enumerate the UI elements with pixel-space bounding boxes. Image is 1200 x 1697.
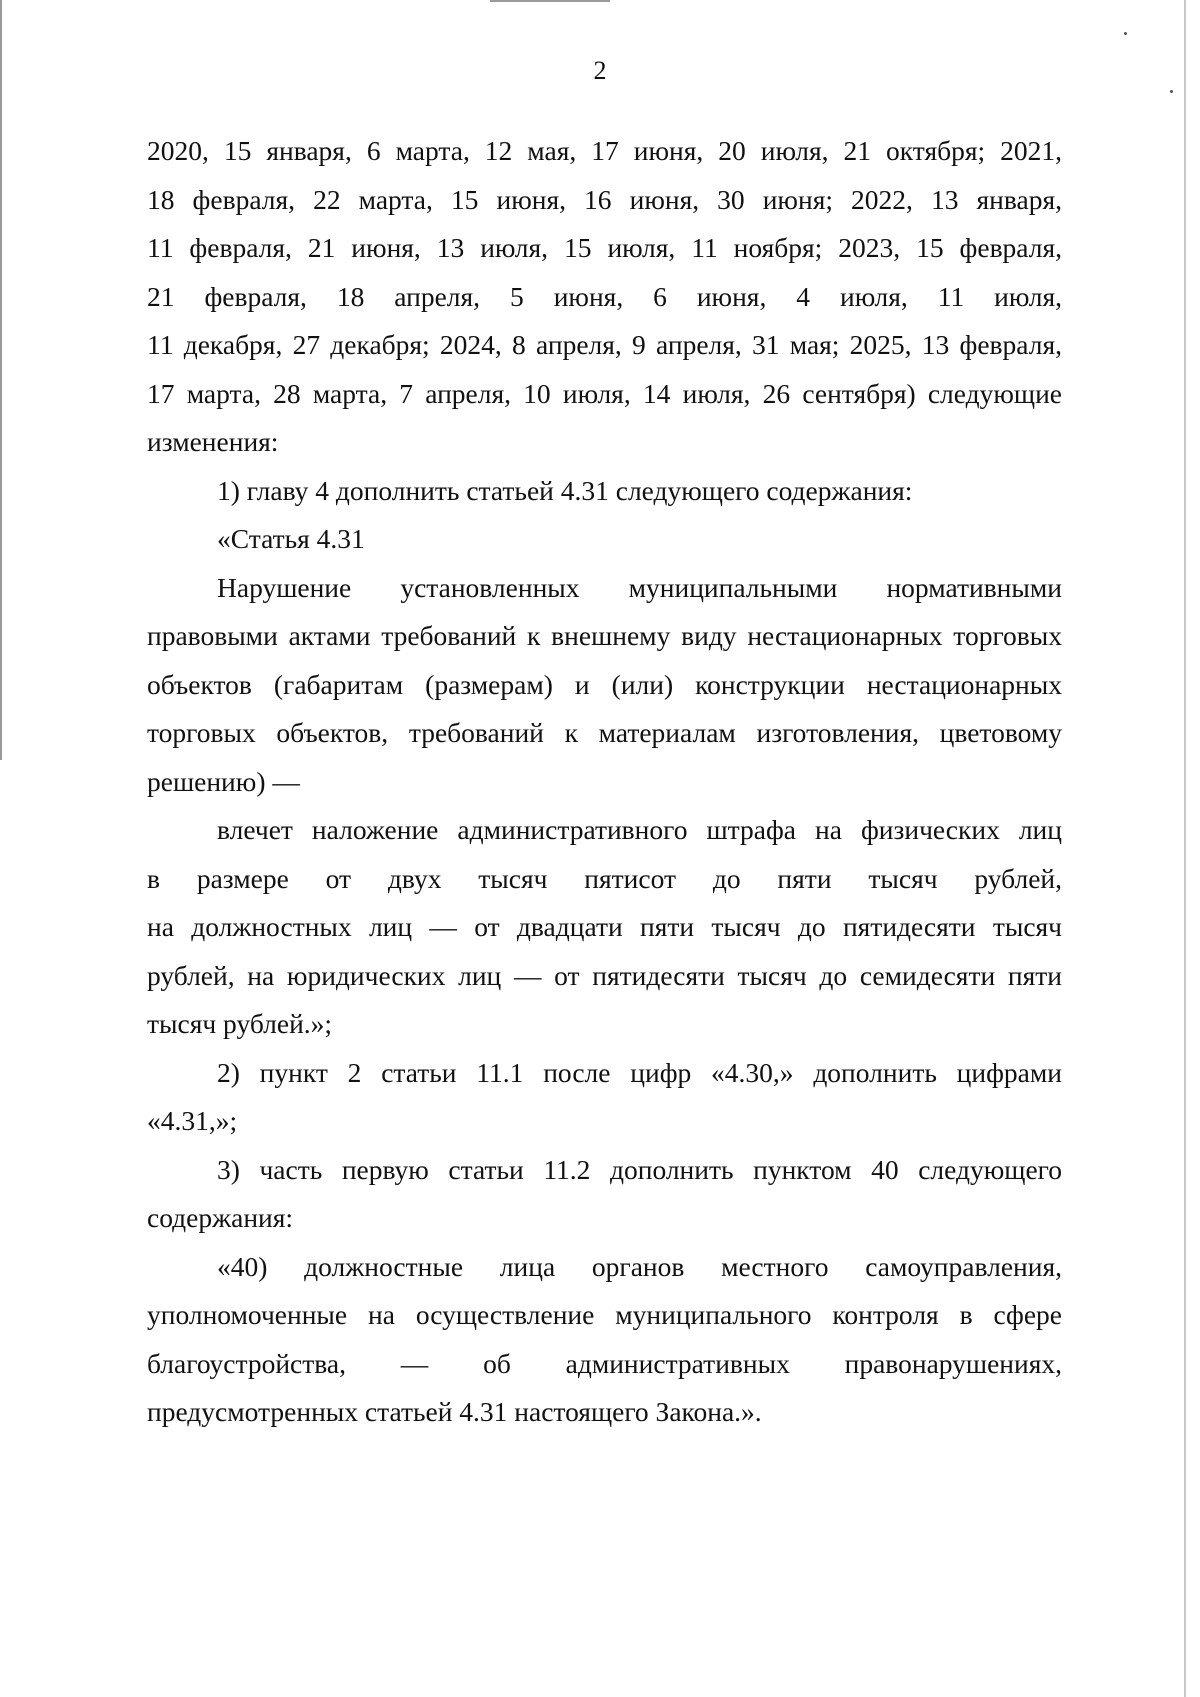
- text-line: предусмотренных статьей 4.31 настоящего Закона.».: [147, 1396, 762, 1427]
- point-40-paragraph: [147, 1243, 1062, 1437]
- text-line: 3) часть первую статьи 11.2 дополнить пунктом 40 следующего: [217, 1153, 1062, 1185]
- text-line: влечет наложение административного штрафа на физических лиц: [217, 814, 1062, 845]
- text-line: 17 марта, 28 марта, 7 апреля, 10 июля, 14 июля, 26 сентября) следующие: [147, 377, 1062, 409]
- article-heading: [147, 515, 1062, 564]
- text-line: благоустройства, — об административных правонарушениях,: [147, 1347, 1062, 1379]
- page-number: 2: [593, 56, 607, 85]
- text-line: торговых объектов, требований к материалам изготовления, цветовому: [147, 717, 1062, 748]
- scan-edge-left: [0, 0, 2, 760]
- scan-speck: [1124, 32, 1127, 35]
- text-line: 11 декабря, 27 декабря; 2024, 8 апреля, 9 апреля, 31 мая; 2025, 13 февраля,: [147, 329, 1062, 360]
- article-sanction: [147, 806, 1062, 1049]
- text-line: 2020, 15 января, 6 марта, 12 мая, 17 июня, 20 июля, 21 октября; 2021,: [147, 135, 1062, 166]
- text-line: 11 февраля, 21 июня, 13 июля, 15 июля, 11 ноября; 2023, 15 февраля,: [147, 232, 1062, 263]
- text-line: тысяч рублей.»;: [147, 1008, 333, 1039]
- text-line: «4.31,»;: [147, 1105, 238, 1136]
- text-line: правовыми актами требований к внешнему виду нестационарных торговых: [147, 620, 1062, 651]
- text-line: 1) главу 4 дополнить статьей 4.31 следующего содержания:: [217, 474, 913, 506]
- text-line: объектов (габаритам (размерам) и (или) конструкции нестационарных: [147, 668, 1062, 700]
- item-2-paragraph: [147, 1049, 1062, 1146]
- text-line: на должностных лиц — от двадцати пяти тысяч до пятидесяти тысяч: [147, 911, 1062, 942]
- text-line: уполномоченные на осуществление муниципального контроля в сфере: [147, 1299, 1062, 1330]
- text-line: решению) —: [147, 765, 300, 797]
- text-line: 2) пункт 2 статьи 11.1 после цифр «4.30,» дополнить цифрами: [217, 1056, 1062, 1088]
- text-line: изменения:: [147, 426, 279, 457]
- scan-edge-right: [1184, 0, 1186, 1697]
- text-line: 18 февраля, 22 марта, 15 июня, 16 июня, 30 июня; 2022, 13 января,: [147, 183, 1062, 215]
- item-1-paragraph: [147, 467, 1062, 516]
- text-line: Нарушение установленных муниципальными нормативными: [217, 571, 1062, 603]
- text-line: в размере от двух тысяч пятисот до пяти тысяч рублей,: [147, 862, 1062, 894]
- text-line: рублей, на юридических лиц — от пятидесяти тысяч до семидесяти пяти: [147, 959, 1062, 991]
- text-line: «40) должностные лица органов местного самоуправления,: [217, 1250, 1062, 1282]
- text-line: «Статья 4.31: [217, 523, 365, 554]
- scan-edge-top: [490, 0, 610, 2]
- text-line: 21 февраля, 18 апреля, 5 июня, 6 июня, 4 июля, 11 июля,: [147, 280, 1062, 312]
- item-3-paragraph: [147, 1146, 1062, 1243]
- document-body: [147, 127, 1062, 1437]
- scan-speck: [1170, 90, 1173, 93]
- text-line: содержания:: [147, 1202, 294, 1233]
- article-disposition: [147, 564, 1062, 807]
- intro-paragraph: [147, 127, 1062, 467]
